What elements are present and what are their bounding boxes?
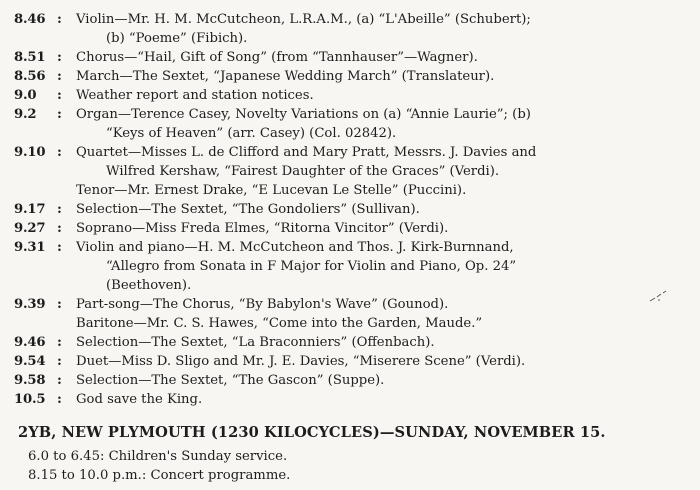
entry-sub-item: Baritone—Mr. C. S. Hawes, “Come into the Garden, Maude.” bbox=[76, 316, 483, 331]
entry-colon: : bbox=[57, 50, 62, 65]
entry-time: 9.39 bbox=[14, 297, 46, 312]
entry-text: Chorus—“Hail, Gift of Song” (from “Tannhauser”—Wagner). bbox=[76, 50, 478, 65]
entry-colon: : bbox=[57, 335, 62, 350]
entry-continuation: (b) “Poeme” (Fibich). bbox=[106, 31, 248, 46]
entry-colon: : bbox=[57, 354, 62, 369]
entry-colon: : bbox=[57, 145, 62, 160]
entry-colon: : bbox=[57, 12, 62, 27]
entry-time: 9.58 bbox=[14, 373, 46, 388]
entry-continuation: “Keys of Heaven” (arr. Casey) (Col. 02842). bbox=[106, 126, 397, 141]
entry-text: Selection—The Sextet, “The Gondoliers” (Sullivan). bbox=[76, 202, 420, 217]
entry-colon: : bbox=[57, 373, 62, 388]
entry-colon: : bbox=[57, 392, 62, 407]
entry-colon: : bbox=[57, 297, 62, 312]
entry-text: Soprano—Miss Freda Elmes, “Ritorna Vincitor” (Verdi). bbox=[76, 221, 449, 236]
entry-time: 9.0 bbox=[14, 88, 37, 103]
entry-text: Selection—The Sextet, “La Braconniers” (Offenbach). bbox=[76, 335, 435, 350]
entry-time: 9.10 bbox=[14, 145, 46, 160]
entry-colon: : bbox=[57, 221, 62, 236]
entry-text: Weather report and station notices. bbox=[76, 88, 314, 103]
entry-text: Violin and piano—H. M. McCutcheon and Thos. J. Kirk-Burnnand, bbox=[76, 240, 514, 255]
entry-colon: : bbox=[57, 240, 62, 255]
entry-time: 8.46 bbox=[14, 12, 46, 27]
entry-time: 9.27 bbox=[14, 221, 46, 236]
entry-continuation: (Beethoven). bbox=[106, 278, 192, 293]
entry-continuation: Wilfred Kershaw, “Fairest Daughter of the Graces” (Verdi). bbox=[106, 164, 500, 179]
entry-sub-item: Tenor—Mr. Ernest Drake, “E Lucevan Le Stelle” (Puccini). bbox=[76, 183, 467, 198]
entry-text: Quartet—Misses L. de Clifford and Mary Pratt, Messrs. J. Davies and bbox=[76, 145, 537, 160]
entry-text: Duet—Miss D. Sligo and Mr. J. E. Davies, “Miserere Scene” (Verdi). bbox=[76, 354, 526, 369]
entry-time: 9.46 bbox=[14, 335, 46, 350]
entry-text: God save the King. bbox=[76, 392, 203, 407]
entry-text: March—The Sextet, “Japanese Wedding March” (Translateur). bbox=[76, 69, 495, 84]
entry-colon: : bbox=[57, 69, 62, 84]
entry-time: 9.31 bbox=[14, 240, 46, 255]
entry-colon: : bbox=[57, 202, 62, 217]
entry-time: 9.54 bbox=[14, 354, 46, 369]
entry-text: Violin—Mr. H. M. McCutcheon, L.R.A.M., (a) “L'Abeille” (Schubert); bbox=[76, 12, 531, 27]
entry-text: Part-song—The Chorus, “By Babylon's Wave” (Gounod). bbox=[76, 297, 449, 312]
station-header: 2YB, NEW PLYMOUTH (1230 KILOCYCLES)—SUNDAY, NOVEMBER 15. bbox=[18, 424, 606, 441]
entry-colon: : bbox=[57, 107, 62, 122]
sunday-item: 8.15 to 10.0 p.m.: Concert programme. bbox=[28, 468, 291, 483]
entry-time: 8.51 bbox=[14, 50, 46, 65]
entry-text: Selection—The Sextet, “The Gascon” (Suppe). bbox=[76, 373, 385, 388]
entry-continuation: “Allegro from Sonata in F Major for Violin and Piano, Op. 24” bbox=[106, 259, 517, 274]
sunday-item: 6.0 to 6.45: Children's Sunday service. bbox=[28, 449, 288, 464]
entry-time: 9.2 bbox=[14, 107, 37, 122]
entry-time: 10.5 bbox=[14, 392, 46, 407]
pen-mark-icon bbox=[648, 290, 668, 304]
entry-time: 8.56 bbox=[14, 69, 46, 84]
entry-colon: : bbox=[57, 88, 62, 103]
entry-time: 9.17 bbox=[14, 202, 46, 217]
entry-text: Organ—Terence Casey, Novelty Variations on (a) “Annie Laurie”; (b) bbox=[76, 107, 531, 122]
